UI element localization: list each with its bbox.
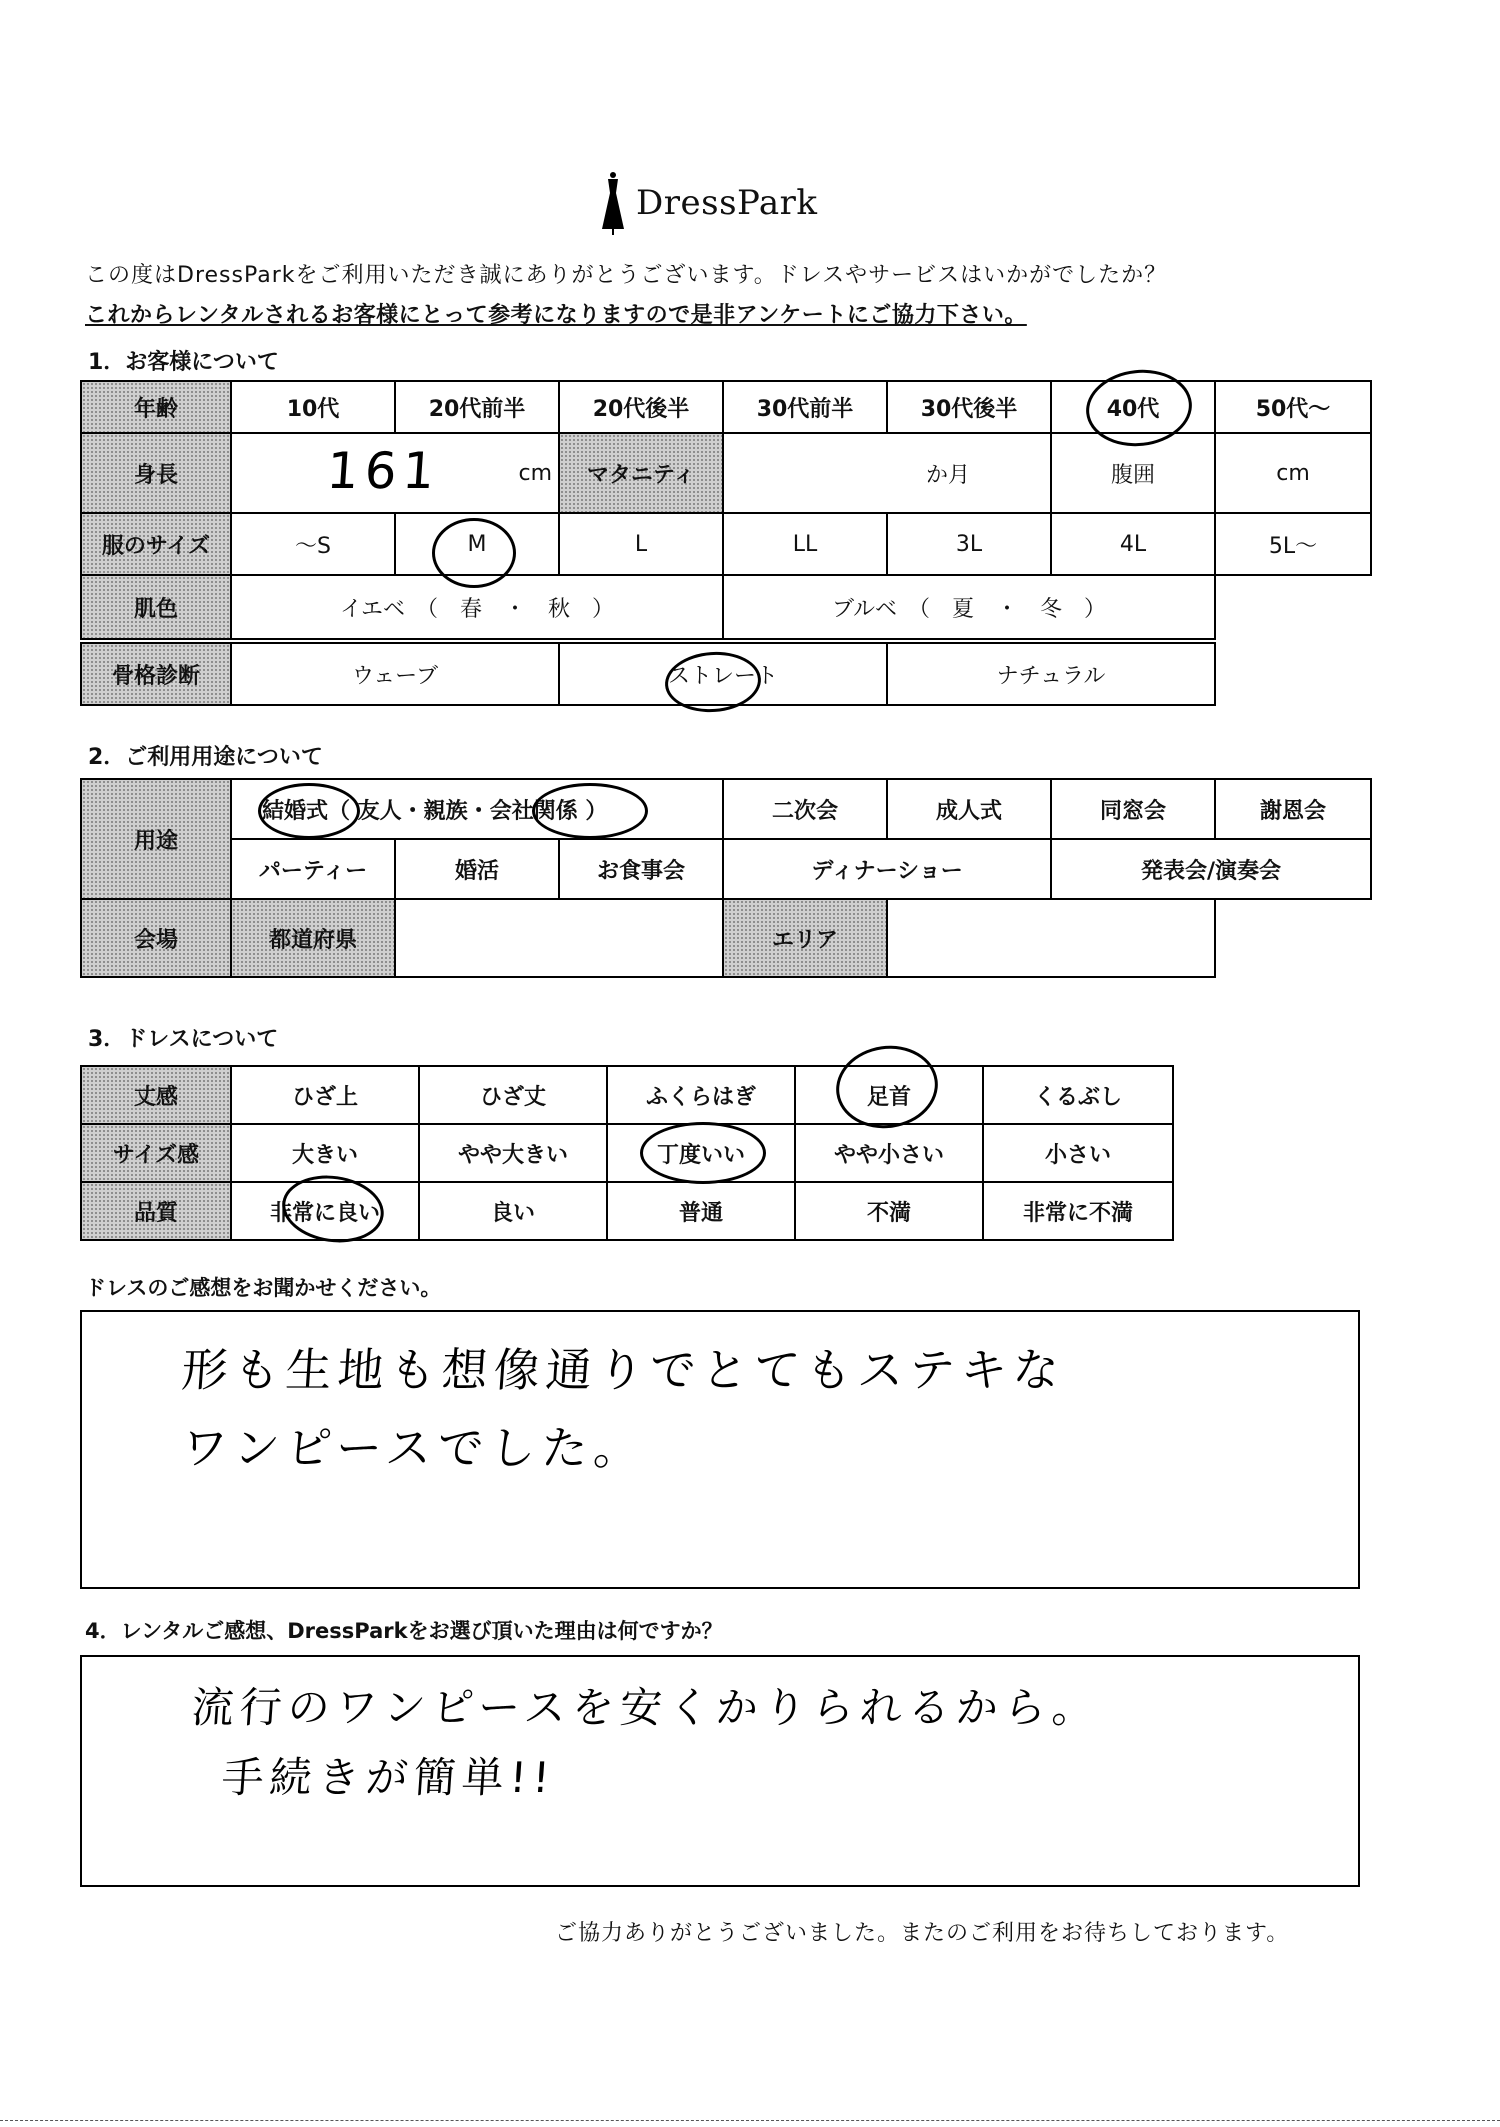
fit-option[interactable]: やや大きい bbox=[419, 1124, 607, 1182]
company-label: 会社関係 bbox=[489, 798, 578, 824]
quality-option[interactable]: 良い bbox=[419, 1182, 607, 1240]
age-option-selected[interactable]: 40代 bbox=[1051, 381, 1215, 433]
purpose-option[interactable]: 謝恩会 bbox=[1215, 779, 1371, 839]
dress-icon bbox=[600, 171, 626, 235]
length-option[interactable]: ひざ丈 bbox=[419, 1066, 607, 1124]
size-option[interactable]: ～S bbox=[231, 513, 395, 575]
reason-line: 流行のワンピースを安くかりられるから。 bbox=[190, 1683, 1102, 1732]
purpose-option[interactable]: 二次会 bbox=[723, 779, 887, 839]
comment-line: ワンピースでした。 bbox=[179, 1421, 648, 1475]
empty-cell bbox=[1215, 899, 1371, 977]
length-option[interactable]: くるぶし bbox=[983, 1066, 1173, 1124]
length-label: 丈感 bbox=[81, 1066, 231, 1124]
length-option[interactable]: ふくらはぎ bbox=[607, 1066, 795, 1124]
waist-label: 腹囲 bbox=[1051, 433, 1215, 513]
height-value: 161 bbox=[324, 442, 443, 500]
reason-box[interactable] bbox=[80, 1655, 1360, 1887]
section-3-title: 3．ドレスについて bbox=[88, 1027, 279, 1052]
scan-edge bbox=[0, 2120, 1500, 2121]
age-option[interactable]: 50代～ bbox=[1215, 381, 1371, 433]
section-4-title: 4．レンタルご感想、DressParkをお選び頂いた理由は何ですか？ bbox=[85, 1619, 723, 1643]
purpose-table bbox=[80, 778, 1372, 978]
age-option[interactable]: 20代前半 bbox=[395, 381, 559, 433]
comment-line: 形も生地も想像通りでとてもステキな bbox=[179, 1343, 1067, 1397]
size-option-selected[interactable]: M bbox=[395, 513, 559, 575]
skin-label: 肌色 bbox=[81, 575, 231, 639]
skeleton-option-selected[interactable]: ストレート bbox=[559, 643, 887, 705]
skin-blue[interactable]: ブルベ （ 夏 ・ 冬 ） bbox=[723, 575, 1215, 639]
intro-line-1: この度はDressParkをご利用いただき誠にありがとうございます。ドレスやサービスはいかがでしたか？ bbox=[85, 263, 1168, 288]
age-label: 年齢 bbox=[81, 381, 231, 433]
quality-label: 品質 bbox=[81, 1182, 231, 1240]
purpose-option[interactable]: お食事会 bbox=[559, 839, 723, 899]
purpose-option[interactable]: 婚活 bbox=[395, 839, 559, 899]
maternity-field[interactable] bbox=[723, 433, 1051, 513]
wedding-option[interactable] bbox=[231, 779, 723, 839]
empty-cell bbox=[1215, 575, 1371, 639]
area-label: エリア bbox=[723, 899, 887, 977]
size-option[interactable]: LL bbox=[723, 513, 887, 575]
age-option[interactable]: 30代後半 bbox=[887, 381, 1051, 433]
section-1-title: 1．お客様について bbox=[88, 350, 279, 375]
height-label: 身長 bbox=[81, 433, 231, 513]
fit-option[interactable]: 大きい bbox=[231, 1124, 419, 1182]
length-option-selected[interactable]: 足首 bbox=[795, 1066, 983, 1124]
size-option[interactable]: 5L～ bbox=[1215, 513, 1371, 575]
wedding-label: 結婚式 bbox=[262, 798, 329, 824]
size-option[interactable]: 4L bbox=[1051, 513, 1215, 575]
maternity-unit: か月 bbox=[925, 462, 970, 488]
fit-option-selected[interactable]: 丁度いい bbox=[607, 1124, 795, 1182]
logo-text: DressPark bbox=[636, 183, 818, 223]
prefecture-label: 都道府県 bbox=[231, 899, 395, 977]
wedding-close: ） bbox=[577, 798, 608, 824]
purpose-label: 用途 bbox=[81, 779, 231, 899]
fit-label: サイズ感 bbox=[81, 1124, 231, 1182]
skeleton-table bbox=[80, 642, 1216, 706]
height-field[interactable] bbox=[231, 433, 559, 513]
height-unit: cm bbox=[518, 460, 552, 486]
quality-option[interactable]: 普通 bbox=[607, 1182, 795, 1240]
skeleton-option[interactable]: ウェーブ bbox=[231, 643, 559, 705]
reason-line: 手続きが簡単!! bbox=[220, 1753, 558, 1802]
fit-option[interactable]: やや小さい bbox=[795, 1124, 983, 1182]
purpose-option[interactable]: ディナーショー bbox=[723, 839, 1051, 899]
purpose-option[interactable]: 成人式 bbox=[887, 779, 1051, 839]
purpose-option[interactable]: 同窓会 bbox=[1051, 779, 1215, 839]
comment-prompt: ドレスのご感想をお聞かせください。 bbox=[85, 1276, 442, 1300]
quality-option-selected[interactable]: 非常に良い bbox=[231, 1182, 419, 1240]
area-field[interactable] bbox=[887, 899, 1215, 977]
quality-option[interactable]: 不満 bbox=[795, 1182, 983, 1240]
intro-line-2: これからレンタルされるお客様にとって参考になりますので是非アンケートにご協力下さい。 bbox=[85, 303, 1027, 328]
prefecture-field[interactable] bbox=[395, 899, 723, 977]
skin-yellow[interactable]: イエベ （ 春 ・ 秋 ） bbox=[231, 575, 723, 639]
age-option[interactable]: 20代後半 bbox=[559, 381, 723, 433]
purpose-option[interactable]: パーティー bbox=[231, 839, 395, 899]
skeleton-label: 骨格診断 bbox=[81, 643, 231, 705]
age-option[interactable]: 10代 bbox=[231, 381, 395, 433]
waist-unit[interactable]: cm bbox=[1215, 433, 1371, 513]
venue-label: 会場 bbox=[81, 899, 231, 977]
size-label: 服のサイズ bbox=[81, 513, 231, 575]
maternity-label: マタニティ bbox=[559, 433, 723, 513]
section-2-title: 2．ご利用用途について bbox=[88, 745, 323, 770]
comment-box[interactable] bbox=[80, 1310, 1360, 1589]
length-option[interactable]: ひざ上 bbox=[231, 1066, 419, 1124]
wedding-detail: （ 友人・親族・ bbox=[328, 798, 490, 824]
skeleton-option[interactable]: ナチュラル bbox=[887, 643, 1215, 705]
age-option[interactable]: 30代前半 bbox=[723, 381, 887, 433]
quality-option[interactable]: 非常に不満 bbox=[983, 1182, 1173, 1240]
fit-option[interactable]: 小さい bbox=[983, 1124, 1173, 1182]
dress-table bbox=[80, 1065, 1174, 1241]
customer-table bbox=[80, 380, 1372, 640]
logo bbox=[600, 168, 860, 238]
purpose-option[interactable]: 発表会/演奏会 bbox=[1051, 839, 1371, 899]
size-option[interactable]: 3L bbox=[887, 513, 1051, 575]
size-option[interactable]: L bbox=[559, 513, 723, 575]
closing-message: ご協力ありがとうございました。またのご利用をお待ちしております。 bbox=[555, 1921, 1290, 1946]
